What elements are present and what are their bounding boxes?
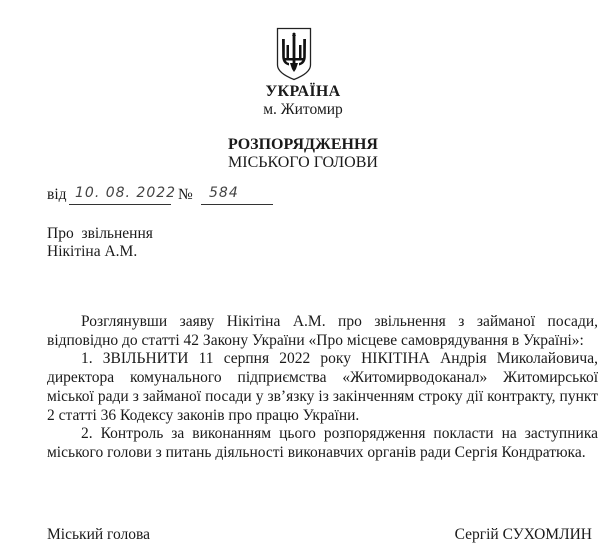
preamble-paragraph: Розглянувши заяву Нікітіна А.М. про звільнення з займаної посади, відповідно до статті 42 Закону України «Про місцеве самоврядування в Україні»: bbox=[47, 313, 598, 349]
number-label: № bbox=[178, 186, 193, 203]
ukraine-trident-emblem-icon bbox=[276, 27, 312, 81]
document-body bbox=[47, 313, 598, 463]
number-underline bbox=[201, 204, 273, 205]
subject-line-1: Про звільнення bbox=[47, 225, 153, 242]
signatory-name: Сергій СУХОМЛИН bbox=[454, 526, 592, 543]
date-label: від bbox=[47, 186, 67, 203]
date-underline bbox=[69, 204, 171, 205]
subject-block bbox=[47, 225, 153, 261]
document-issuer: МІСЬКОГО ГОЛОВИ bbox=[228, 154, 378, 171]
handwritten-date: 10. 08. 2022 bbox=[75, 185, 177, 201]
handwritten-number: 584 bbox=[209, 185, 239, 201]
city-name: м. Житомир bbox=[263, 101, 343, 118]
subject-line-2: Нікітіна А.М. bbox=[47, 243, 138, 260]
country-name: УКРАЇНА bbox=[265, 83, 341, 100]
order-item-2: 2. Контроль за виконанням цього розпорядження покласти на заступника міського голови з питань діяльності виконавчих органів ради Сергія Кондратюка. bbox=[47, 425, 598, 461]
signatory-title: Міський голова bbox=[47, 526, 151, 543]
order-item-1: 1. ЗВІЛЬНИТИ 11 серпня 2022 року НІКІТІНА Андрія Миколайовича, директора комунального підприємства «Житомирводоканал» Житомирської міської ради з займаної посади у зв’язку із закінченням строку дії контракту, пункт 2 статті 36 Кодексу законів про працю України. bbox=[47, 350, 598, 424]
document-type: РОЗПОРЯДЖЕННЯ bbox=[228, 136, 378, 153]
